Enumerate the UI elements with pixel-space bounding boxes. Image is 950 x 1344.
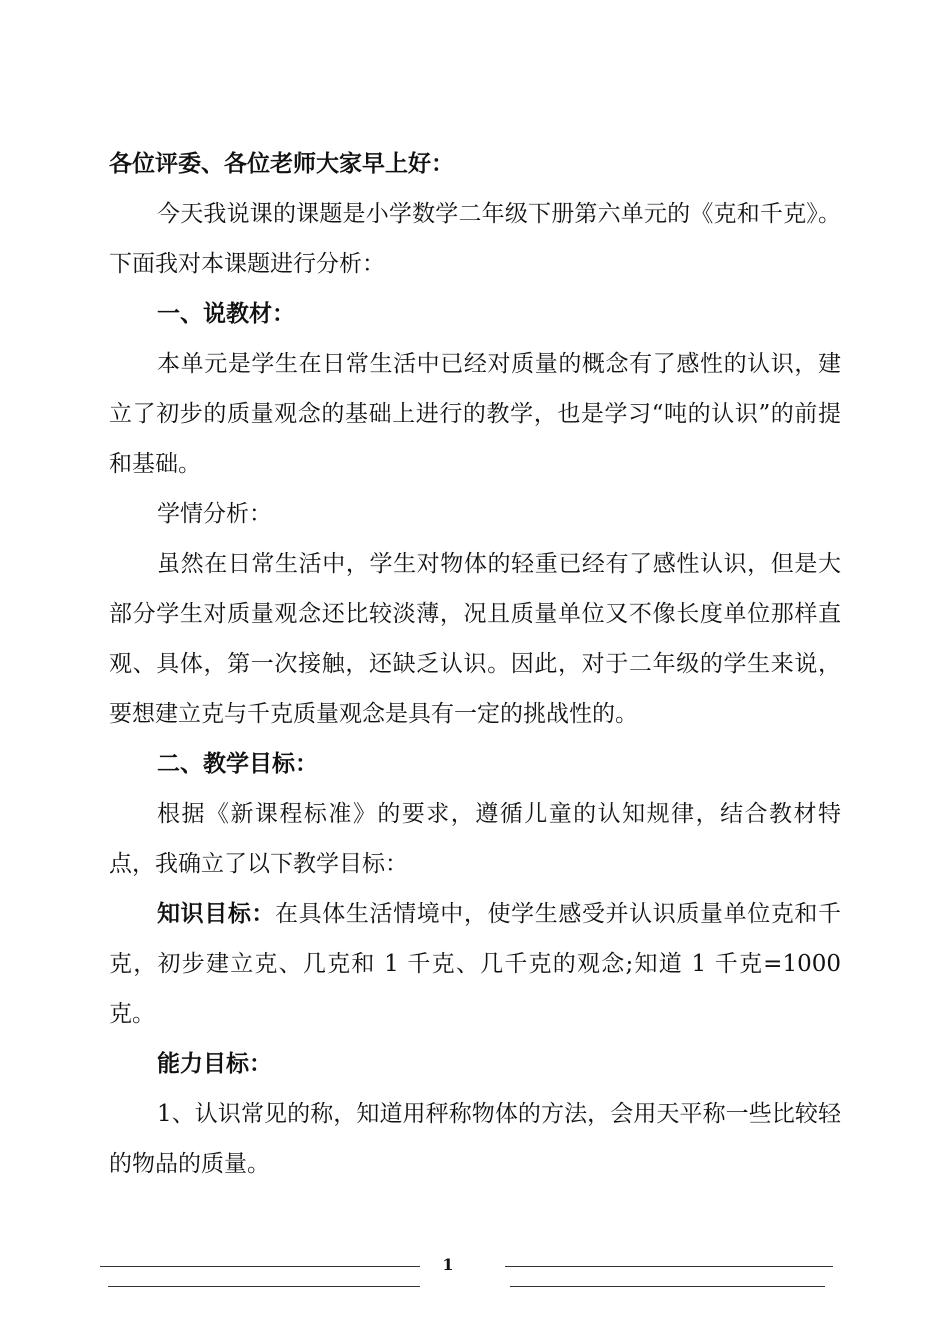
student-analysis-heading: 学情分析： xyxy=(157,501,272,527)
ability-goal-label: 能力目标： xyxy=(157,1050,272,1077)
intro-paragraph: 今天我说课的课题是小学数学二年级下册第六单元的《克和千克》。下面我对本课题进行分析： xyxy=(109,201,841,277)
knowledge-goal-paragraph xyxy=(109,889,841,1039)
footer-rule-left-lower xyxy=(108,1286,420,1287)
ability-goal-item-1: 1、认识常见的称，知道用秤称物体的方法，会用天平称一些比较轻的物品的质量。 xyxy=(109,1101,841,1177)
knowledge-goal-label: 知识目标： xyxy=(157,900,276,927)
footer-rule-right-lower xyxy=(510,1286,825,1287)
footer-rule-left-upper xyxy=(100,1266,420,1267)
section-2-heading: 二、教学目标： xyxy=(157,750,318,777)
section-1-paragraph: 本单元是学生在日常生活中已经对质量的概念有了感性的认识，建立了初步的质量观念的基础上进行的教学，也是学习“吨的认识”的前提和基础。 xyxy=(109,351,841,477)
page-number: 1 xyxy=(442,1255,454,1274)
document-body xyxy=(109,139,841,1189)
footer-rule-right-upper xyxy=(505,1266,833,1267)
student-analysis-paragraph: 虽然在日常生活中，学生对物体的轻重已经有了感性认识，但是大部分学生对质量观念还比较淡薄，况且质量单位又不像长度单位那样直观、具体，第一次接触，还缺乏认识。因此，对于二年级的学生来说，要想建立克与千克质量观念是具有一定的挑战性的。 xyxy=(109,551,841,727)
greeting-heading: 各位评委、各位老师大家早上好： xyxy=(109,150,454,177)
section-2-paragraph: 根据《新课程标准》的要求，遵循儿童的认知规律，结合教材特点，我确立了以下教学目标： xyxy=(109,801,841,877)
knowledge-goal-text: 在具体生活情境中，使学生感受并认识质量单位克和千克，初步建立克、几克和 1 千克、几千克的观念;知道 1 千克=1000 克。 xyxy=(109,901,842,1027)
section-1-heading: 一、说教材： xyxy=(157,300,295,327)
